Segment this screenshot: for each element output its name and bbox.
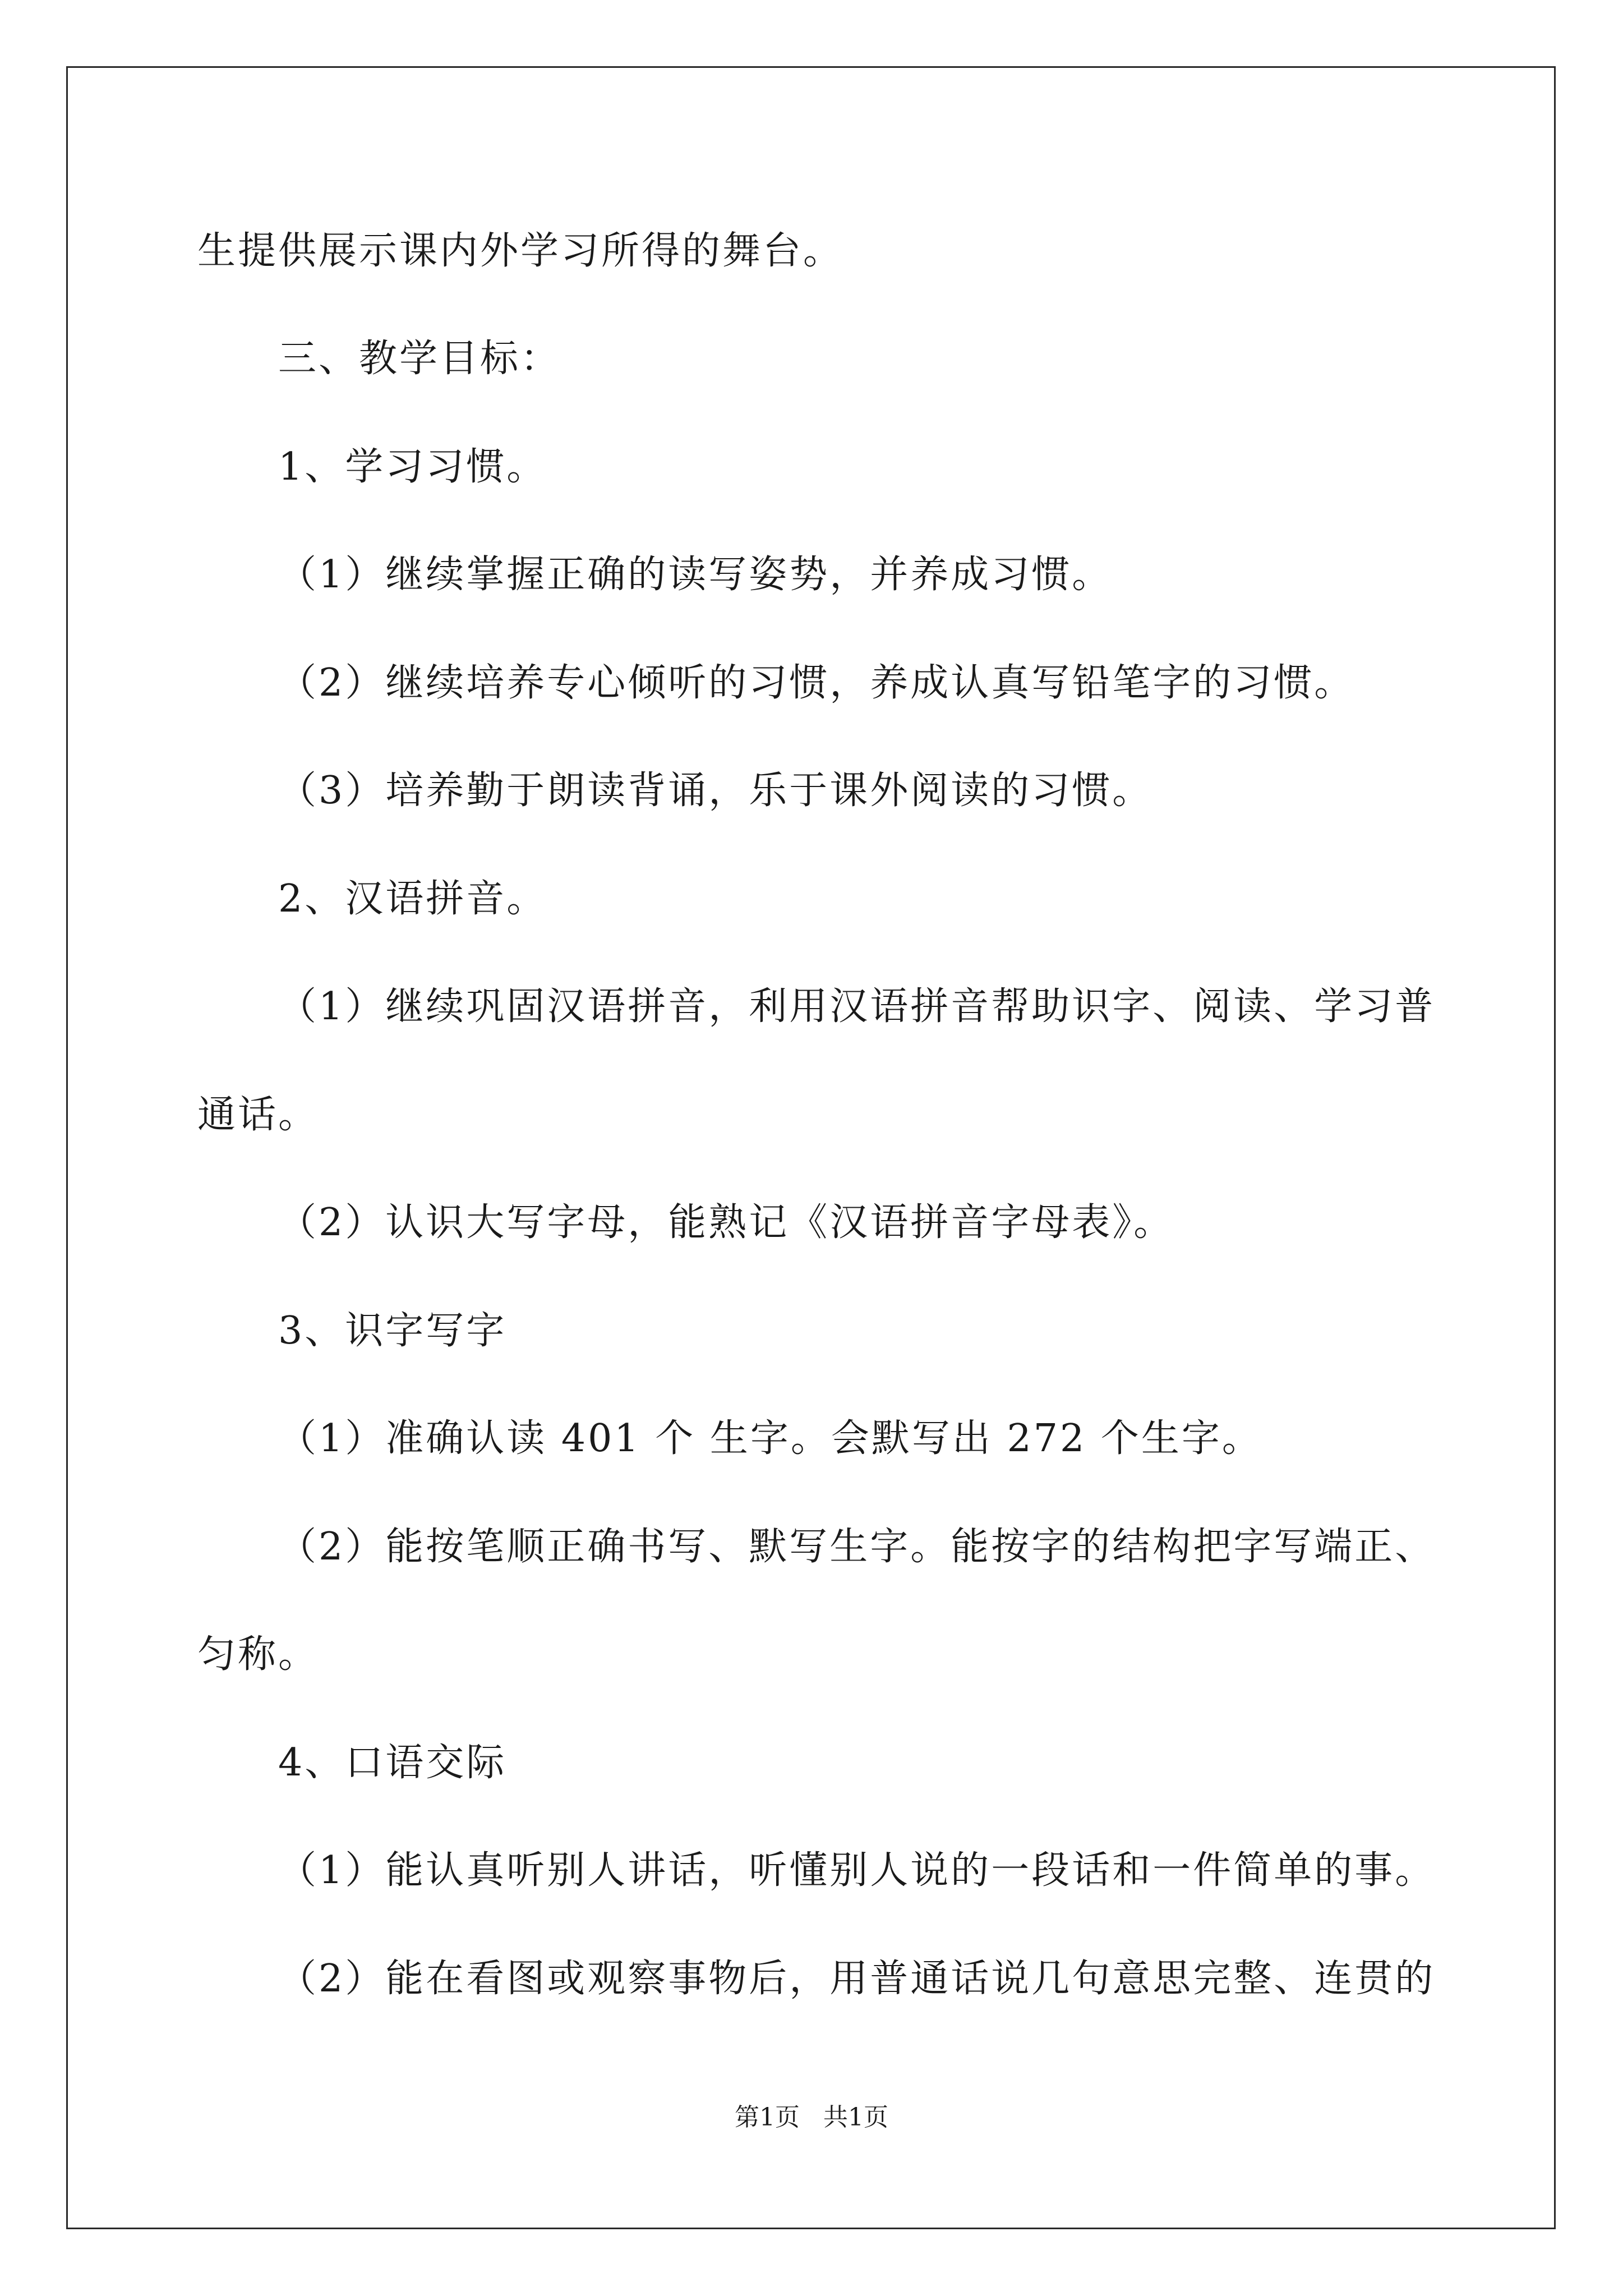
text-line-habits-3: （3）培养勤于朗读背诵，乐于课外阅读的习惯。 bbox=[278, 769, 1153, 813]
page-border bbox=[66, 66, 1556, 2229]
subheading-oral: 4、口语交际 bbox=[278, 1741, 507, 1785]
text-line-1: 生提供展示课内外学习所得的舞台。 bbox=[197, 229, 844, 273]
text-line-pinyin-1-cont: 通话。 bbox=[197, 1093, 319, 1137]
text-line-literacy-2: （2）能按笔顺正确书写、默写生字。能按字的结构把字写端正、 bbox=[278, 1525, 1436, 1569]
text-line-habits-2: （2）继续培养专心倾听的习惯，养成认真写铅笔字的习惯。 bbox=[278, 661, 1355, 705]
subheading-literacy: 3、识字写字 bbox=[278, 1309, 507, 1353]
section-heading-objectives: 三、教学目标： bbox=[278, 337, 561, 381]
text-line-oral-1: （1）能认真听别人讲话，听懂别人说的一段话和一件简单的事。 bbox=[278, 1848, 1436, 1893]
text-line-habits-1: （1）继续掌握正确的读写姿势，并养成习惯。 bbox=[278, 553, 1113, 597]
text-line-oral-2: （2）能在看图或观察事物后，用普通话说几句意思完整、连贯的 bbox=[278, 1957, 1436, 2001]
text-line-pinyin-2: （2）认识大写字母，能熟记《汉语拼音字母表》。 bbox=[278, 1200, 1174, 1245]
text-line-pinyin-1: （1）继续巩固汉语拼音，利用汉语拼音帮助识字、阅读、学习普 bbox=[278, 984, 1436, 1029]
subheading-pinyin: 2、汉语拼音。 bbox=[278, 877, 547, 921]
subheading-study-habits: 1、学习习惯。 bbox=[278, 445, 547, 489]
text-line-literacy-1: （1）准确认读 401 个 生字。会默写出 272 个生字。 bbox=[278, 1416, 1262, 1461]
text-line-literacy-2-cont: 匀称。 bbox=[197, 1632, 319, 1677]
page-footer: 第1页 共1页 bbox=[735, 2103, 888, 2132]
